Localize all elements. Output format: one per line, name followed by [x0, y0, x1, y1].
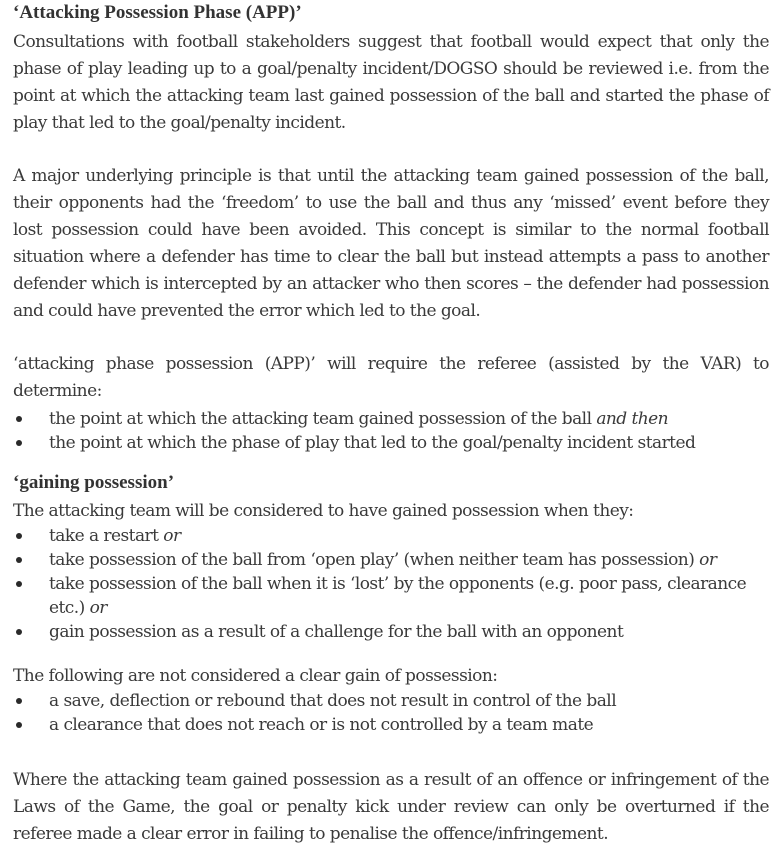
not-gain-intro: The following are not considered a clear gain of possession: [13, 666, 498, 686]
determine-list [13, 407, 773, 455]
gaining-list [13, 524, 773, 644]
gaining-possession-heading: ‘gaining possession’ [13, 472, 175, 493]
offence-paragraph: Where the attacking team gained possession as a result of an offence or infringement of the Laws of the Game, the goal or penalty kick under review can only be overturned if the referee made a clear error in failing to penalise the offence/infringement. [13, 770, 769, 844]
list-item: the point at which the phase of play that led to the goal/penalty incident started [13, 431, 773, 455]
app-heading: ‘Attacking Possession Phase (APP)’ [13, 2, 302, 23]
list-item: take a restart or [13, 524, 773, 548]
determine-paragraph: ‘attacking phase possession (APP)’ will require the referee (assisted by the VAR) to determine: [13, 354, 769, 401]
intro-paragraph: Consultations with football stakeholders suggest that football would expect that only the phase of play leading up to a goal/penalty incident/DOGSO should be reviewed i.e. from the point at which the attacking team last gained possession of the ball and started the phase of play that led to the goal/penalty incident. [13, 32, 769, 133]
list-item: a clearance that does not reach or is not controlled by a team mate [13, 713, 773, 737]
list-item: gain possession as a result of a challenge for the ball with an opponent [13, 620, 773, 644]
not-gain-list [13, 689, 773, 737]
list-item: a save, deflection or rebound that does not result in control of the ball [13, 689, 773, 713]
list-item: take possession of the ball when it is ‘lost’ by the opponents (e.g. poor pass, clearance etc.) or [13, 572, 773, 620]
principle-paragraph: A major underlying principle is that until the attacking team gained possession of the ball, their opponents had the ‘freedom’ to use the ball and thus any ‘missed’ event before they lost possession could have been avoided. This concept is similar to the normal football situation where a defender has time to clear the ball but instead attempts a pass to another defender which is intercepted by an attacker who then scores – the defender had possession and could have prevented the error which led to the goal. [13, 166, 769, 321]
list-item: the point at which the attacking team gained possession of the ball and then [13, 407, 773, 431]
list-item: take possession of the ball from ‘open play’ (when neither team has possession) or [13, 548, 773, 572]
gaining-intro: The attacking team will be considered to have gained possession when they: [13, 501, 634, 521]
